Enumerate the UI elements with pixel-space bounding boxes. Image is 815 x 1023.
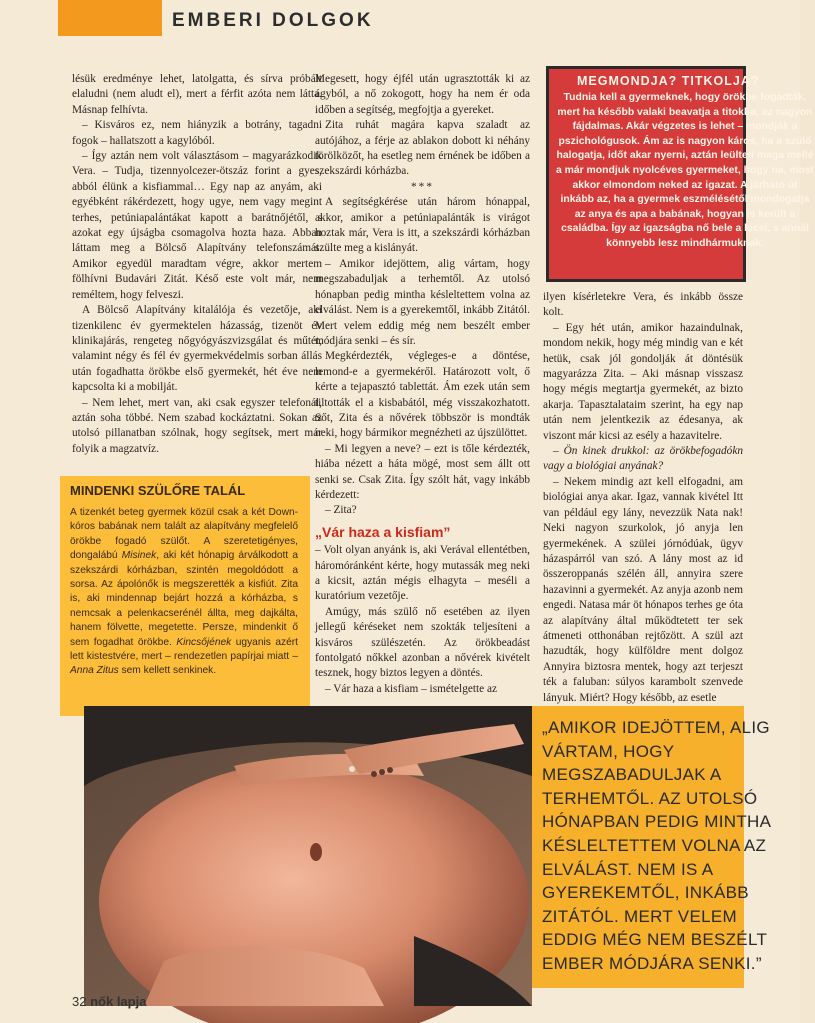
paragraph: – Így aztán nem volt választásom – magyarázkodik Vera. – Tudja, tizennyolcezer-ötszáz forint a gyes, abból élünk a kisfiammal… Egy nap az anyám, aki egyébként rákérdezett, hogy ugye, nem vagy megint terhes, petúniapalántákat kapott a barátnőjétől, s azokat egy újságba csomagolva hozta haza. Abban láttam meg a Bölcső Alapítvány telefonszámát. Amikor egyedül maradtam végre, akkor mertem fölhívni Budavári Zitát. Késő este volt már, nem reméltem, hogy felveszi. [72,150,322,301]
paragraph: – Nem lehet, mert van, aki csak egyszer telefonál, aztán soha többé. Nem szabad kockáztatni. Sokan az utolsó pillanatban szólnak, hogy segítsek, mert már folyik a magzatvíz. [72,396,322,455]
article-column-2 [315,72,530,697]
paragraph: ilyen kísérletekre Vera, és inkább össze kolt. [543,291,743,319]
sidebar-body: Tudnia kell a gyermeknek, hogy örökbe fogadták, mert ha később valaki beavatja a titokba, az nagyon fájdalmas. Akár végzetes is lehet – mondják a pszichológusok. Ám az is nagyon káros, ha a szülő halogatja, időt akar nyerni, aztán leülteti maga mellé a már mondjuk nyolcéves gyermeket, hogy na, most akkor elmondom neked az igazat. A járható út inkább az, ha a gyermek eszmélésétől mondogatja az anya és apa a babának, hogyan is került a családba. Így az igazságba nő bele a kicsi, s annál könnyebb lesz mindhármuknak. [555,92,815,249]
magazine-name: nők lapja [90,994,147,1009]
paragraph: Zita ruhát magára kapva szaladt az autójához, a férje az ablakon dobott ki néhány törölközőt, ha esetleg nem érnének be időben a szekszárdi kórházba. [315,119,530,178]
section-separator: *** [411,180,434,193]
name-highlight: Kincsőjének [176,636,232,648]
sidebar-box-red [546,66,815,282]
paragraph: – Amikor idejöttem, alig vártam, hogy megszabaduljak a terhemtől. Az utolsó hónapban pedig mintha késleltettem volna az elválást. Nem is a gyerekemtől, inkább Zitától. Mert velem eddig még nem beszélt ember módjára senki – és sír. [315,257,530,347]
interview-question: – Ön kinek drukkol: az örökbefogadókn vagy a biológiai anyának? [543,445,743,473]
section-title: EMBERI DOLGOK [172,10,374,31]
pregnant-belly-photo [84,706,532,1006]
page-footer [72,994,146,1009]
paragraph: A Bölcső Alapítvány kitalálója és vezetője, aki tizenkilenc év gyermektelen házasság, tizenöt év klinikajárás, rengeteg nőgyógyászvizsgálat és műtét, valamint négy és fél év gyermekvédelmis sorban állás után fogadhatta örökbe első gyermekét, hét éve nem kapcsolta ki a mobilját. [72,304,322,394]
sidebar-body: A tizenkét beteg gyermek közül csak a két Down-kóros babának nem talált az alapítvány megfelelő örökbe fogadó szülőt. A szeretetigényes, dongalábú Misinek, aki két hónapig árválkodott a szekszárdi kórházban, szintén megoldódott a sorsa. Az ápolónők is megszerették a kisfiút. Zita is, aki mindennap bejárt hozzá a kórházba, s nemcsak a pelenkacserénél állta, meg dajkálta, hanem fölvette, megetette. Persze, mindenkit ő sem fogadhat örökbe. Kincsőjének ugyanis azért lett kistestvére, mert – rendezetlen papírjai miatt – Anna Zitus sem kellett senkinek. [70,507,298,677]
name-highlight: Anna Zitus [70,665,119,677]
sidebar-title: MINDENKI SZÜLŐRE TALÁL [70,483,246,498]
orange-header-tab [58,0,162,36]
paragraph: Megesett, hogy éjfél után ugrasztották ki az ágyból, a nő zokogott, hogy ha nem ér oda időben a segítség, megfojtja a gyereket. [315,73,530,116]
paragraph: – Zita? [325,504,357,517]
paragraph: Amúgy, más szülő nő esetében az ilyen jellegű kéréseket nem szokták teljesíteni a kisváros szülészetén. Az örökbeadást fontolgató nőkkel azonban a nővérek kivételt tesznek, hogy biztos legyen a döntés. [315,605,530,680]
paragraph: – Mi legyen a neve? – ezt is tőle kérdezték, hiába nézett a háta mögé, most sem állt ott senki se. Csak Zita. Így szólt hát, vagy inkább kérdezett: [315,442,530,501]
sidebar-box-yellow [60,476,310,716]
paragraph: A segítségkérése után három hónappal, akkor, amikor a petúniapalánták is virágot hoztak már, Vera is itt, a szekszárdi kórházban szülte meg a kislányát. [315,196,530,255]
paragraph: – Volt olyan anyánk is, aki Verával ellentétben, háromóránként kérte, hogy mutassák meg neki a kicsit, aztán mégis elhagyta – meséli a kuratórium vezetője. [315,544,530,603]
paragraph: lésük eredménye lehet, latolgatta, és sírva próbált elaludni (nem aludt el), mert a férfit azóta nem látta. Másnap felhívta. [72,73,322,116]
pull-quote-box [532,706,771,988]
paragraph: Megkérdezték, végleges-e a döntése, lemond-e a gyermekéről. Határozott volt, ő kérte a tejapasztó tablettát. Ám ezek után sem tiltották el a kisbabától, még visszakozhatott. Sőt, Zita és a nővérek többször is mondták neki, hogy bármikor megnézheti az újszülöttet. [315,350,530,440]
paragraph: – Vár haza a kisfiam – ismételgette az [325,682,497,695]
subheading: „Vár haza a kisfiam” [315,523,451,540]
sidebar-title: MEGMONDJA? TITKOLJA? [577,74,760,88]
name-highlight: Misinek [121,550,157,562]
paragraph: – Nekem mindig azt kell elfogadni, am biológiai anya akar. Igaz, vannak kivétel Itt van például egy lány, nevezzük Nata nak! Neki nagyon szurkolok, jó anyja len gyermekének. A szülei jórnódúak, ügyv házaspárról van szó. A lány most az id összeroppanás szélén áll, annyira szere hazavinni a gyermekét. Az anyja azonb nem engedi. Natasa már öt hónapos terhes ge óta az alapítvány által működtetett ter sek átmeneti otthonában rejtőzött. A szül azt hazudták, hogy külföldre ment dolgoz Annyira biztosra mentek, hogy azt terjeszt ték a faluban: súlyos karambolt szenvede lányuk. Miért? Hogy később, az esetle [543,475,743,704]
article-column-3 [543,290,743,706]
paragraph: – Kisváros ez, nem hiányzik a botrány, tagadni fogok – hallatszott a kagylóból. [72,119,322,147]
article-column-1 [72,72,322,457]
page-number: 32 [72,994,87,1009]
photo-illustration [84,706,532,1006]
pull-quote: „AMIKOR IDEJÖTTEM, ALIG VÁRTAM, HOGY MEGSZABADULJAK A TERHEMTŐL. AZ UTOLSÓ HÓNAPBAN PEDIG MINTHA KÉSLELTETTEM VOLNA AZ ELVÁLÁST. NEM IS A GYEREKEMTŐL, INKÁBB ZITÁTÓL. MERT VELEM EDDIG MÉG NEM BESZÉLT EMBER MÓDJÁRA SENKI.” [542,718,771,973]
paragraph: – Egy hét után, amikor hazaindulnak, mondom nekik, hogy még mindig van e két hetük, csak jól gondolják át döntésük magyarázza Zita. – Aki másnap visszasz hogy mégis megtartja gyermekét, az bizto akarja. Tapasztalataim szerint, ha egy nap után nem jelentkezik az édesanya, ak viszont már kicsi az esély a hazavitelre. [543,321,743,442]
